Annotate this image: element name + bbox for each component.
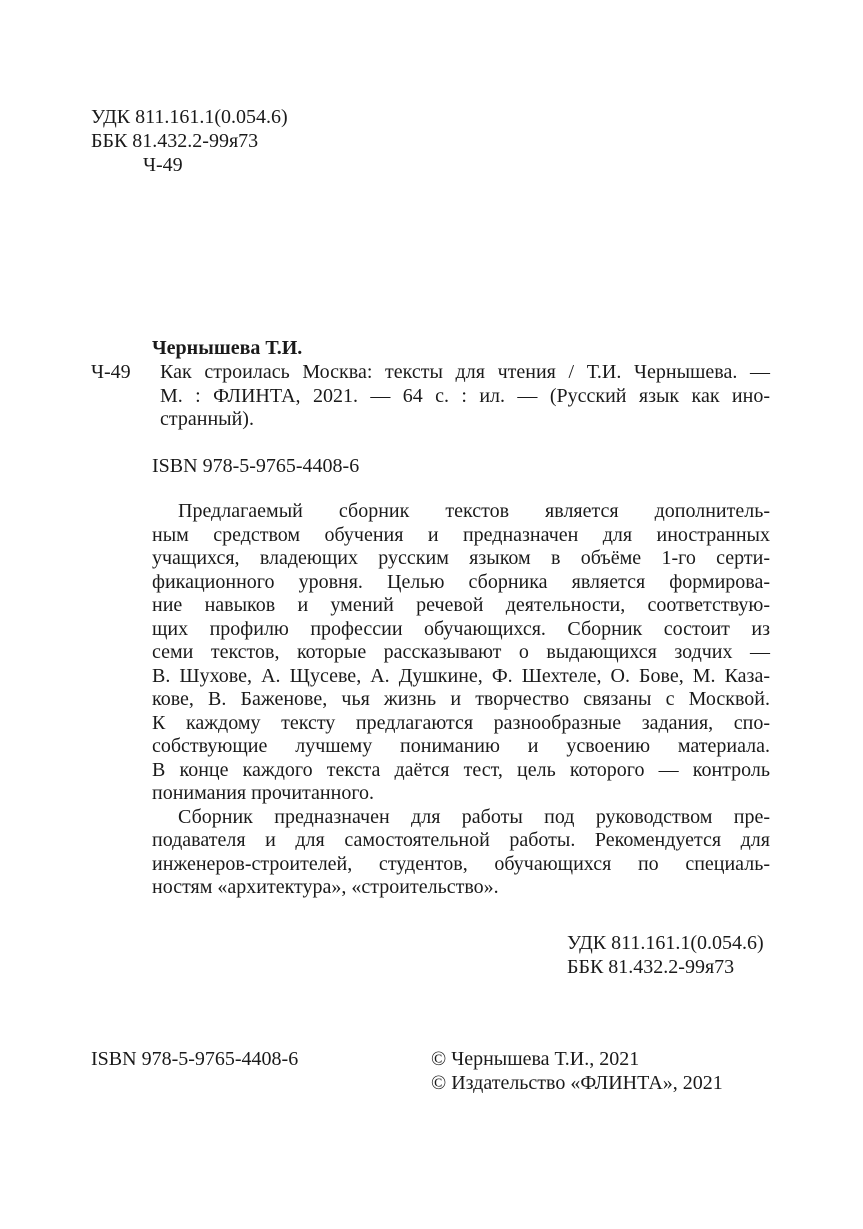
bibliographic-description (160, 361, 770, 432)
annotation-line: ным средством обучения и предназначен для иностранных (152, 523, 770, 546)
copyright-publisher: © Издательство «ФЛИНТА», 2021 (431, 1072, 723, 1094)
udk-code: УДК 811.161.1(0.054.6) (91, 106, 288, 128)
annotation-line: понимания прочитанного. (152, 782, 375, 804)
description-line: Как строилась Москва: тексты для чтения / Т.И. Чернышева. — (160, 361, 770, 383)
isbn: ISBN 978-5-9765-4408-6 (152, 455, 360, 477)
author-mark: Ч-49 (143, 154, 183, 176)
annotation-line: щих профилю профессии обучающихся. Сборник состоит из (152, 617, 770, 640)
annotation-line: ние навыков и умений речевой деятельности, соответствую- (152, 594, 770, 616)
bbk-code-bottom: ББК 81.432.2-99я73 (567, 956, 735, 978)
annotation-paragraph-1 (152, 500, 770, 806)
annotation-line: кове, В. Баженове, чья жизнь и творчество связаны с Москвой. (152, 688, 770, 710)
annotation-line: инженеров-строителей, студентов, обучающихся по специаль- (152, 852, 770, 875)
annotation (152, 500, 770, 900)
annotation-paragraph-2 (152, 806, 770, 900)
author-heading: Чернышева Т.И. (152, 337, 303, 359)
catalog-mark: Ч-49 (91, 361, 131, 383)
annotation-line: Сборник предназначен для работы под руководством пре- (178, 805, 770, 828)
footer-isbn: ISBN 978-5-9765-4408-6 (91, 1048, 299, 1070)
annotation-line: подавателя и для самостоятельной работы. Рекомендуется для (152, 829, 770, 851)
annotation-line: фикационного уровня. Целью сборника является формирова- (152, 570, 770, 593)
copyright-author: © Чернышева Т.И., 2021 (431, 1048, 640, 1070)
description-line: М. : ФЛИНТА, 2021. — 64 с. : ил. — (Русский язык как ино- (160, 384, 770, 407)
annotation-line: ностям «архитектура», «строительство». (152, 876, 499, 898)
annotation-line: учащихся, владеющих русским языком в объёме 1-го серти- (152, 547, 770, 569)
bbk-code: ББК 81.432.2-99я73 (91, 130, 259, 152)
annotation-line: В конце каждого текста даётся тест, цель которого — контроль (152, 758, 770, 781)
annotation-line: семи текстов, которые рассказывают о выдающихся зодчих — (152, 641, 770, 663)
annotation-line: К каждому тексту предлагаются разнообразные задания, спо- (152, 711, 770, 734)
annotation-line: собствующие лучшему пониманию и усвоению материала. (152, 735, 770, 757)
udk-code-bottom: УДК 811.161.1(0.054.6) (567, 932, 764, 954)
annotation-line: Предлагаемый сборник текстов является дополнитель- (178, 500, 770, 522)
annotation-line: В. Шухове, А. Щусеве, А. Душкине, Ф. Шехтеле, О. Бове, М. Каза- (152, 664, 770, 687)
description-line: странный). (160, 408, 254, 430)
